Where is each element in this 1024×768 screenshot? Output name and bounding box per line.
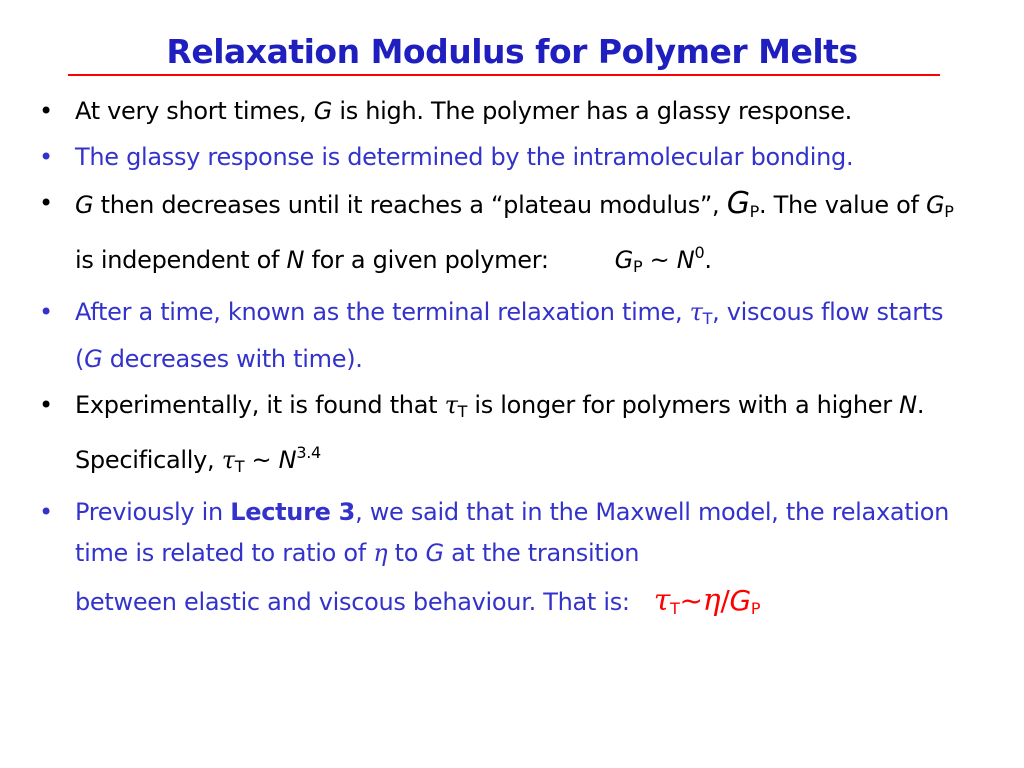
symbol-eta: η xyxy=(702,583,721,618)
symbol-g: G xyxy=(313,97,333,125)
bullet-text: Previously in xyxy=(75,498,231,526)
superscript-exponent: 3.4 xyxy=(296,443,321,462)
symbol-n: N xyxy=(676,246,695,274)
bullet-text: at the transition xyxy=(443,539,640,567)
bullet-text: The glassy response is determined by the intramolecular bonding. xyxy=(75,143,854,171)
symbol-g-large: G xyxy=(726,186,750,221)
symbol-tau: τ xyxy=(653,583,671,618)
symbol-slash: / xyxy=(720,584,730,617)
bullet-text: At very short times, xyxy=(75,97,314,125)
symbol-n: N xyxy=(899,391,917,419)
title-underline xyxy=(68,74,940,76)
subscript-t: T xyxy=(457,402,468,421)
bullet-dot: • xyxy=(39,143,53,171)
bullet-dot: • xyxy=(39,97,53,125)
symbol-g: G xyxy=(75,191,94,219)
symbol-tau: τ xyxy=(444,391,458,419)
subscript-t: T xyxy=(234,457,245,476)
symbol-tau: τ xyxy=(221,446,235,474)
symbol-g: G xyxy=(729,584,751,617)
symbol-n: N xyxy=(278,446,297,474)
bullet-text: ~ xyxy=(244,446,279,474)
bullet-intramolecular xyxy=(35,137,970,178)
bullet-dot: • xyxy=(39,498,53,526)
symbol-g: G xyxy=(84,345,103,373)
bullet-list xyxy=(35,91,970,634)
bullet-text: for a given polymer: xyxy=(304,246,549,274)
symbol-n: N xyxy=(286,246,305,274)
symbol-g: G xyxy=(425,539,444,567)
symbol-g: G xyxy=(925,191,945,219)
bullet-dot: • xyxy=(39,391,53,419)
bullet-line xyxy=(75,580,760,629)
symbol-tau: τ xyxy=(689,298,703,326)
bullet-text: , we said that in the Maxwell model, the relaxation time is related to ratio of xyxy=(75,498,950,567)
bullet-terminal-relaxation xyxy=(35,292,970,380)
bullet-text: ~ xyxy=(642,246,677,274)
relaxation-formula xyxy=(654,584,761,617)
symbol-eta: η xyxy=(373,539,388,567)
bullet-text: between elastic and viscous behaviour. That is: xyxy=(75,588,630,616)
bullet-dot: • xyxy=(39,298,53,326)
bullet-text: is independent of xyxy=(75,246,287,274)
bullet-text: . The value of xyxy=(759,191,926,219)
lecture-reference: Lecture 3 xyxy=(230,498,356,526)
bullet-text: decreases with time). xyxy=(102,345,363,373)
subscript-t: T xyxy=(702,309,713,328)
bullet-maxwell-model xyxy=(35,492,970,629)
bullet-text: is high. The polymer has a glassy response. xyxy=(332,97,852,125)
bullet-experimental-scaling xyxy=(35,385,970,487)
bullet-text: Experimentally, it is found that xyxy=(75,391,445,419)
slide-title: Relaxation Modulus for Polymer Melts xyxy=(166,32,858,71)
bullet-glassy-response xyxy=(35,91,970,132)
bullet-plateau-modulus xyxy=(35,183,970,287)
bullet-text: . Specifically, xyxy=(75,391,925,474)
subscript-p: P xyxy=(632,257,643,276)
bullet-text: , viscous flow starts ( xyxy=(75,298,944,373)
subscript-p: P xyxy=(944,202,954,221)
bullet-text: After a time, known as the terminal relaxation time, xyxy=(75,298,690,326)
subscript-p: P xyxy=(749,202,759,221)
symbol-tilde: ~ xyxy=(679,584,703,617)
bullet-text: is longer for polymers with a higher xyxy=(467,391,900,419)
superscript-zero: 0 xyxy=(694,243,705,262)
bullet-text: . xyxy=(704,246,712,274)
bullet-text: then decreases until it reaches a “plateau modulus”, xyxy=(93,191,727,219)
bullet-text: to xyxy=(387,539,426,567)
subscript-t: T xyxy=(670,599,680,618)
bullet-dot: • xyxy=(39,189,53,217)
subscript-p: P xyxy=(750,599,761,618)
symbol-g: G xyxy=(614,246,633,274)
